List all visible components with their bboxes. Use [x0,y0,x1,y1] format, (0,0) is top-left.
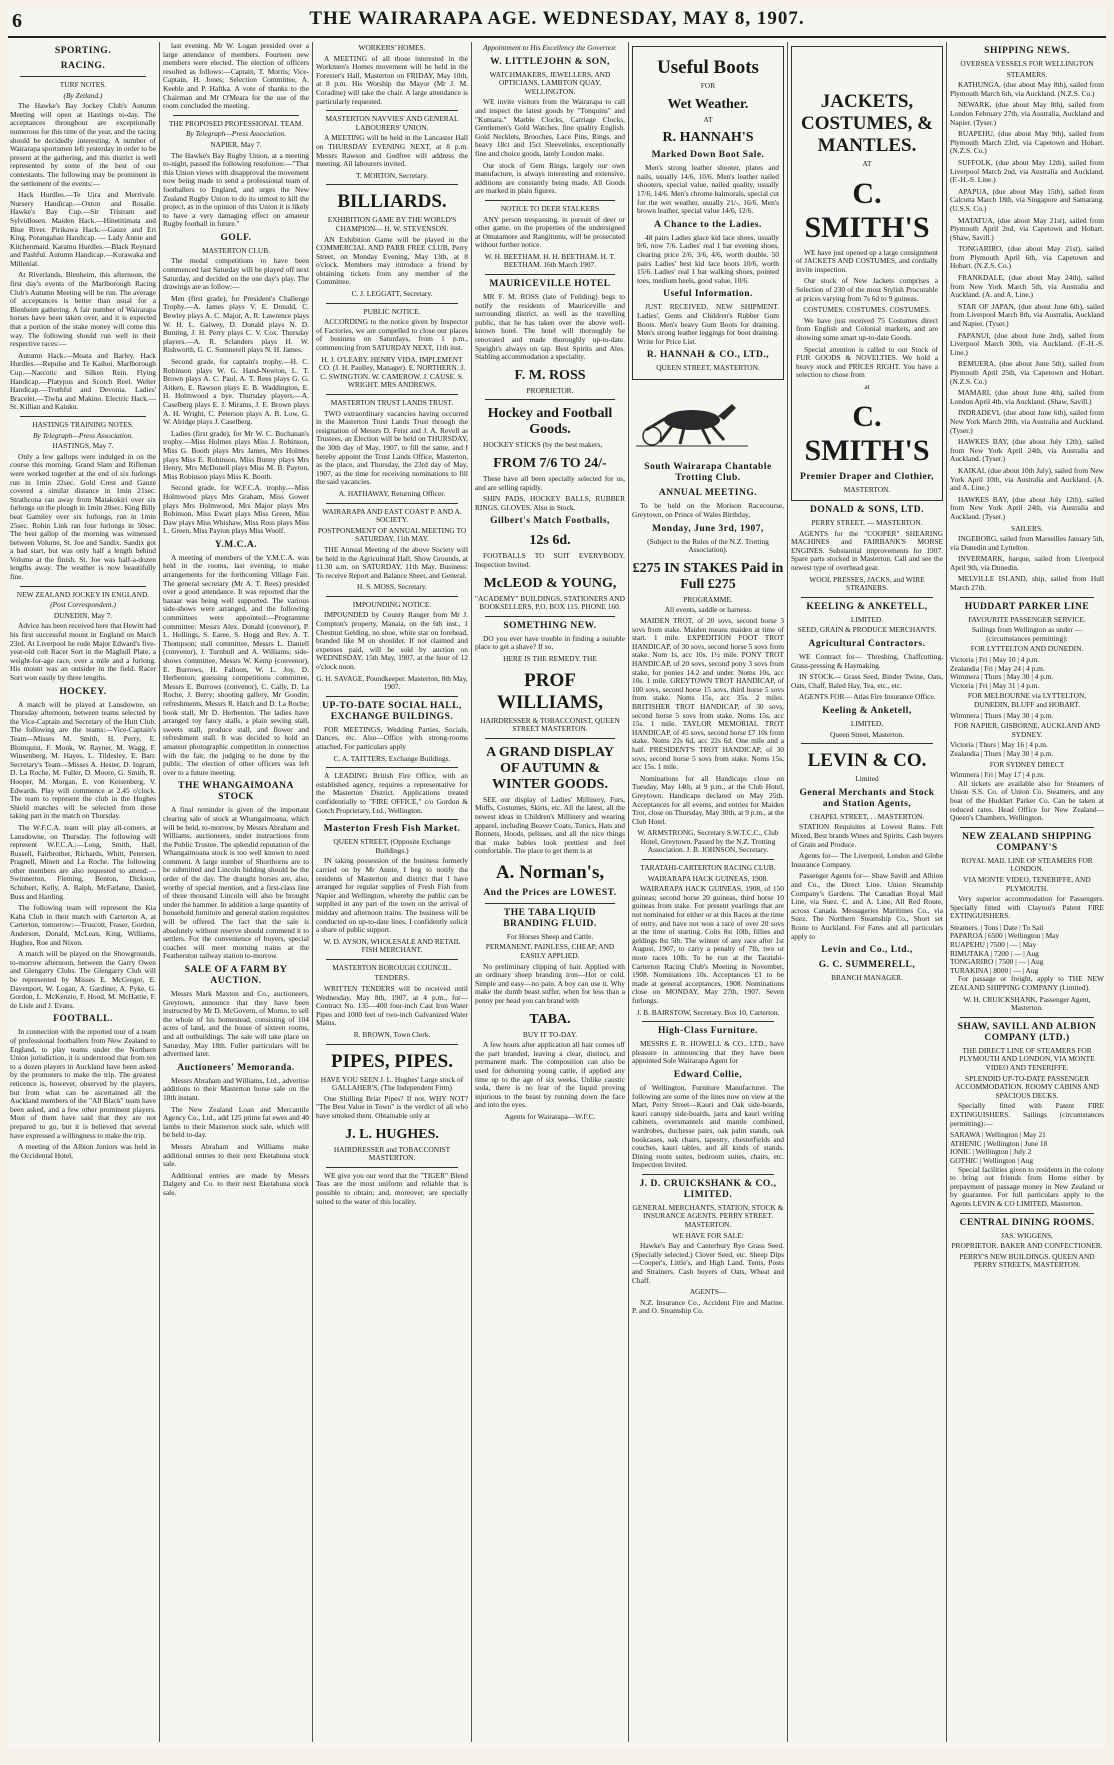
workers-homes-paragraph: A MEETING of all those interested in the Workmen's Homes movement will be held in the Forester's Hall, Masterton on FRIDAY, May 10th, at 8 p.m. His Worship the Mayor (Mr J. M. Coradine) will take the chair. A large attendance is particularly requested. [316,53,468,106]
tiger-tea-paragraph: WE give you our word that the "TIGER" Blend Teas are the most uniform and reliable that is possible to obtain; and, moreover, are specially suited to the water of this locality. [316,1170,468,1206]
trotting-date: Monday, June 3rd, 1907, [652,523,764,534]
column-2 [163,42,309,1742]
sailers-heading: SAILERS. [1011,523,1043,533]
huddart-route: FOR LYTTELTON AND DUNEDIN. [970,644,1084,654]
auctioneers-paragraph: Messrs Abraham and Williams, Ltd., advertise additions to their Masterton horse sale on the 18th instant. [163,1075,309,1102]
huddart-route: FOR NAPIER, GISBORNE, AUCKLAND AND SYDNEY. [954,721,1100,739]
ymca-paragraph: A meeting of members of the Y.M.C.A. was held in the rooms, last evening, to make arrangements for the forthcoming Village Fair. The general secretary (Mr A. T. Rees) presided over a good attendance. It was reported that the bazaar was being well supported. The various side-shows were arranged, and the following committees were appointed:—Programme committee: Messrs Alex. Donald (convenor), P. L. Hollings, S. Earee, S. Hogg and Rev. A. T. Thompson; stall committee, Messrs L. Daniell (convenor), J. Turnbull and A. Williams; side-shows committee, Messrs W. Kemp (convenor), E. Burrows, H. Falloon, W. L. Joy, D. Herbenton; guessing competitions committee, Messrs E. Burrows (convenor), C. Cally, D. La Roche, J. Berry; shooting gallery, Mr Goodin; refreshments, Messrs R. Hatch and D. La Roche; book stall, Mr D. Herbenton. The ladies have arranged toy fancy stalls, a plain sewing stall, sweets stall, produce stall, and flower and refreshment stall. It was decided to hold an amateur photographic competition in connection with the fair, the judging to be done by the public. The election of other officers was left over to a future meeting. [163,552,309,777]
levin-limited: Limited [855,774,879,784]
cruickshank-subheading: GENERAL MERCHANTS, STATION, STOCK & INSURANCE AGENTS. PERRY STREET. MASTERTON. [632,1202,784,1230]
deer-stalkers-paragraph: ANY person trespassing, in pursuit of deer or other game, on the properties of the undersigned at Omatamore and Rangitumu, will be prosecuted without further notice. [475,214,625,250]
fish-market-paragraph: IN taking possession of the business formerly carried on by Mr Annie, I beg to notify the residents of Masterton and district that I have arranged for regular supplies of Fresh Fish from Napier and Wellington, whereby the public can be supplied in any part of the town on the arrival of midday and afternoon trains. The business will be conducted on up-to-date lines. I confidently solicit a share of public support. [316,856,468,935]
trust-lands-signature: A. HATHAWAY, Returning Officer. [338,488,446,498]
levin-subheading: General Merchants and Stock and Station Agents, [799,787,935,809]
costumes-line: COSTUMES. COSTUMES. COSTUMES. [803,305,931,315]
column-4 [475,42,625,1742]
navvies-paragraph: A MEETING will be held in the Lancaster Hall on THURSDAY EVENING NEXT, at 8 p.m. Messrs Rawson and Godfree will address the meeting. All labourers invited. [316,133,468,169]
billiards-subheading: EXHIBITION GAME BY THE WORLD'S CHAMPION— H. W. STEVENSON. [327,215,457,233]
hastings-dateline: HASTINGS, May 7. [52,441,114,451]
trotting-rules: (Subject to the Rules of the N.Z. Trotting Association). [647,536,769,555]
cruickshank-agents-heading: AGENTS— [689,1287,727,1297]
huddart-route: FOR SYDNEY DIRECT [989,759,1065,769]
auctioneers-paragraph: The New Zealand Loan and Mercantile Agency Co., Ltd., add 125 prime fat ewes and 40 lambs to their Masterton stock sale, which will be held to-day. [163,1104,309,1140]
public-notice-heading: PUBLIC NOTICE. [363,306,421,316]
public-notice-signatures: H. J. O'LEARY. HENRY VIDA. IMPLEMENT CO. (J. H. Paulley, Manager). E. NORTHERN. J. C. SWINGTON. W. CAMEROW. J. CAUSE. S. WRIGHT. MRS ANDREWS. [318,354,466,390]
turf-paragraph: Hack Hurdles.—Te Uira and Merrivale. Nursery Handicap.—Oxton and Rosalie. Hawke's Bay Cup.—Sir Tristram and Sylvidlosen. Maiden Hack.—Hinetitimata and Blue River. Pirikawa Hack.—Gauze and Eri King. Porangahau Handicap. — Lady Annie and Kitchenmaid. Karamu Hurdles.—Black Reynard and Pashful. Autumn Handicap.—Kurawaka and Millenial. [10,190,156,268]
boots-for: FOR [700,81,716,90]
gilbert-paragraph: FOOTBALLS TO SUIT EVERYBODY. Inspection Invited. [475,551,625,569]
pro-team-paragraph: The Hawke's Bay Rugby Union, at a meeting to-night, passed the following resolution:—"That this Union views with disapproval the movement now being made to send a professional team of footballers to England, and urges the New Zealand Rugby Union to do its utmost to kill the project, as in the opinion of this Union it is likely to have a very damaging effect on amateur Rugby football in future." [163,150,309,229]
hockey-paragraph: A match will be played at Lansdowne, on Thursday afternoon, between teams selected by the Vice-Captain and Secretary of the Hutt Club. The following are the teams:—Vice-Captain's Team—Misses M. Smith, H. Perry, E. Blomquist, F. Monk, W. Rayner, M. Wagg, F. Winsenberg, M. Hayes, L. Tildesley, E. Barr. Secretary's Team—Misses A. Hester, D. Ingram, D. La Roche, M. Fuller, D. Moore, G. Smith, R. Hooper, M. Morgan, E. von Keisenberg, V. Edwards. Play will commence at 2.45 o'clock. The team to represent the club in the Hughes Shield matches will be selected from those taking part in the match on Thursday. [10,699,156,821]
summerell-title: BRANCH MANAGER. [831,973,903,983]
smith-paragraph: We have just received 75 Costumes direct from English and Colonial markets, and are showing some smart up-to-date Goods. [796,315,938,342]
boots-subheading: Wet Weather. [667,96,749,112]
shaw-savill-row: SARAWA | Wellington | May 21 [950,1130,1046,1140]
boots-at: AT [703,114,713,124]
taba-paragraph: A few hours after application all hair comes off the part branded, leaving a clear, distinct, and permanent mark. The composition can also be used for dehorning young cattle, if applied any time up to the age of six weeks. Unlike caustic soda, there is no fear of the liquid proving injurious to the beast by running down the face and into the eyes. [475,1040,625,1110]
jockey-paragraph: Advice has been received here that Hewitt had his first successful mount in England on March 23rd. At Liverpool he rode Major Edward's five-year-old colt Racer Sort in the Maghull Plate, a weight-for-age race, over a mile and a furlong. His mount was an outsider in the field. Racer Sort won easily by three lengths. [10,621,156,682]
nzs-row: RUAPEHU | 7500 | — | May [950,940,1037,950]
keeling-second-heading: Keeling & Anketell, [822,706,912,716]
ship-entry: MATATUA, (due about May 21st), sailed from Plymouth April 2nd, via Capetown and Hobart. (Shaw, Savill.) [950,215,1104,242]
nzs-table-header: Steamers. | Tons | Date | To Sail [950,922,1044,932]
furniture-paragraph: MESSRS E. R. HOWELL & CO., LTD., have pleasure in announcing that they have been appointed Sole Wairarapa Agent for [632,1039,784,1066]
pro-team-heading: THE PROPOSED PROFESSIONAL TEAM. [168,118,304,128]
billiards-heading: BILLIARDS. [337,191,447,213]
remedy-line: HERE IS THE REMEDY. THE [503,653,597,663]
nzs-row: TONGARIRO | 7500 | — | Aug [950,957,1044,967]
taba-heading: THE TABA LIQUID BRANDING FLUID. [503,907,597,929]
dining-rooms-subheading: PROPRIETOR. BAKER AND CONFECTIONER. [951,1241,1103,1251]
programme-heading: PROGRAMME. [683,594,733,604]
pastoral-signature: H. S. MOSS, Secretary. [357,582,427,592]
huddart-row: Wimmera | Fri | May 17 | 4 p.m. [950,770,1045,780]
prof-williams-heading: PROF WILLIAMS, [496,669,604,713]
hastings-byline: By Telegraph—Press Association. [32,430,134,440]
jockey-dateline: DUNEDIN, May 7. [53,610,113,620]
newspaper-page [8,8,1106,1749]
smith-at: at [864,381,870,391]
taratahi-paragraph: WAIRARAPA HACK GUINEAS, 1908, of 150 guineas; second horse 20 guineas, third horse 10 guineas from stake. For present yearlings that are not nominated for either or at this Races at the time of entry, and have not won a race of over 20 sovs at the time of starting. Colts 8st 10lb, fillies and geldings 8st 5lb. The winner of any race after 1st August, 1907, to carry a penalty of 7lb, two or more races 10lb. To be run at the Taratahi-Carterton Racing Club's Meeting in November, 1908. Nominations 10s. Acceptances £1 to be made at general acceptances, 1908. Nominations close on MONDAY, May 27th, 1907. Seven furlongs. [632,884,784,1005]
billiards-paragraph: AN Exhibition Game will be played in the COMMERCIAL AND PARR FREE CLUB, Perry Street, on Monday Evening, May 13th, at 8 o'clock. Members may introduce a friend by obtaining tickets from any member of the Committee. [316,234,468,287]
furniture-paragraph: of Wellington, Furniture Manufacturer. The following are some of the lines now on view at the Mart, Perry Street—Kauri and Oak side-boards, kauri canopy side-boards, jarra and kauri writing cabinets, oversmantels and mantle combined, wardrobes, duchesse pairs, oak palm stands, oak bookcases, oak chairs, tapestry, chesterfields and couches, kauri tables, and all kinds of stands. Dining room suites, bedroom suites, chairs, etc. Inspection Invited. [632,1082,784,1170]
ship-entry: MAMARI, (due about June 4th), sailed from London April 4th, via Auckland. (Shaw, Savill.) [950,388,1104,406]
levin-paragraph: Agents for— The Liverpool, London and Globe Insurance Company. [791,851,943,869]
trust-lands-paragraph: TWO extraordinary vacancies having occurred in the Masterton Trust Lands Trust through the resignation of Messrs D. Feist and J. A. Revell as Trustees, an Election will be held on THURSDAY, the 30th day of May, 1907, to fill the same, and I hereby appoint the Trust Lands Office, Masterton, as the place, and Thursday, the 23rd day of May, 1907, as the time for receiving nominations to fill the said vacancies. [316,408,468,487]
shaw-savill-paragraph: Specially fitted with Patent FIRE EXTINGUISHERS. Sailings (circumstances permitting):— [950,1101,1104,1128]
football-paragraph: In connection with the reported tour of a team of professional footballers from New Zealand to England, to play teams under the Northern Union jurisdiction, it is understood that from ten to a dozen players in Auckland have been asked by the promoters to make the trip. The greatest reticence is, however, observed by the players, but from what can be ascertained all the Auckland members of the "All Black" team have been asked, and a few other prominent players. Most of them have said that they are not prepared to go, but it is believed that several have expressed a willingness to make the trip. [10,1027,156,1140]
pipes-heading: PIPES, PIPES. [331,1050,453,1072]
ship-entry: NEWARK, (due about May 8th), sailed from London February 27th, via Australia, Auckland and Napier. (Tyser.) [950,100,1104,127]
jockey-heading: NEW ZEALAND JOCKEY IN ENGLAND. [16,589,150,599]
column-7 [950,42,1104,1742]
smith-paragraph: Our stock of New Jackets comprises a Selection of 230 of the most Stylish Procurable at prices varying from 7s 6d to 9 guineas. [796,276,938,303]
ross-title: PROPRIETOR. [526,385,574,395]
newspaper-title: THE WAIRARAPA AGE. WEDNESDAY, MAY 8, 1907. [309,8,805,29]
boots-heading: Useful Boots [657,57,759,78]
norman-heading: A. Norman's, [495,861,605,883]
gilbert-heading: Gilbert's Match Footballs, [490,516,610,527]
appointment-line: Appointment to His Excellency the Governor. [483,43,617,52]
smith-jackets-ad [791,46,943,501]
impounding-signature: G. H. SAVAGE, Poundkeeper. Masterton, 8th May, 1907. [316,673,468,692]
huddart-row: Victoria | Thurs | May 16 | 4 p.m. [950,740,1048,750]
hockey-heading: HOCKEY. [59,686,107,697]
smith-paragraph: Special attention is called to our Stock of FUR GOODS & NOVELTIES. We hold a heavy stock and PRICES RIGHT. You have a selection to chose from [796,344,938,380]
littlejohn-paragraph: Our stock of Gem Rings, largely our own manufacture, is always interesting and extensive, additions are constantly being made. All Goods are marked in plain figures. [475,160,625,196]
shaw-savill-row: GOTHIC | Wellington | Aug [950,1155,1034,1165]
levin-paragraph: Passenger Agents for— Shaw Savill and Albion and Co., the Direct Line. Union Steamship Company's Gardens. The Canadian Royal Mail Line, via Suez. C. and A. Line, All Red Route, across Canada. Messageries Maritimes Co., via Suez. The Northern Steamship Co., Short set Route to Auckland. For Fares and all particulars apply to [791,871,943,941]
pastoral-subheading: POSTPONEMENT OF ANNUAL MEETING TO SATURDAY, 11th MAY. [317,525,467,544]
hannah-co-address: QUEEN STREET, MASTERTON. [656,363,760,373]
albion-paragraph: last evening. Mr W. Logan presided over a large attendance of members. Fourteen new members were elected. The election of officers resulted as follows:—Captain, T. Morris; Vice-Captain, H. Jones; Selection Committee, A. Keeble and P. Haftka. A vote of thanks to the Chairman and Mr O'Meara for the use of the room concluded the meeting. [163,42,309,111]
golf-heading: GOLF. [220,232,252,243]
boots-paragraph: Men's strong leather shooter, plates and nails, usually 14/6, 10/6. Men's leather nailed shooters, special value, nailed quality, usually 17/6, 14/6. Men's chrome balmorals, special cut for the wet weather, usually 21/-, 16/6. Men's brown leather, special value 14/6, 12/6. [637,163,779,216]
cruickshank-heading: J. D. CRUICKSHANK & CO., LIMITED. [639,1178,777,1200]
masthead [8,8,1106,38]
nzs-paragraph: Very superior accommodation for Passengers. Specially fitted with Clayton's Patent FIRE EXTINGUISHERS. [950,894,1104,921]
column-3 [316,42,468,1742]
ship-entry: SUFFOLK, (due about May 12th), sailed from Liverpool March 2nd, via Australia and Auckland. (F.-H.-S. Line.) [950,157,1104,185]
gilbert-price: 12s 6d. [529,533,571,549]
hockey-paragraph: The following team will represent the Kia Kaha Club in their match with Carterton A, at Carterton, tomorrow:—Truscott, Fraser, Gordon, Anderson, Donald, McLean, King, Williams, Hughes, Roe and Nixon. [10,903,156,947]
mauriceville-heading: MAURICEVILLE HOTEL [489,279,611,290]
borough-council-subheading: TENDERS. [374,973,410,983]
sailer-entry: INVERMARK, barque, sailed from Liverpool April 9th, via Dunedin. [950,554,1104,572]
shaw-savill-paragraph: Special facilities given to residents in the colony to bring out friends from Home either by prepayment of passage money in New Zealand or by guarantee. For full particulars apply to the Agents LEVIN & CO LIMITED, Masterton. [950,1164,1104,1208]
donald-products: WOOL PRESSES, JACKS, and WIRE STRAINERS. [809,574,925,593]
smith-paragraph: WE have just opened up a large consignment of JACKETS AND COSTUMES, and cordially invite inspection. [796,247,938,274]
column-1 [10,42,156,1742]
borough-council-paragraph: WRITTEN TENDERS will be received until Wednesday, May 8th, 1907, at 4 p.m., for— Contract No. 135—400 four-inch Cast Iron Water Pipes and 1000 feet of two-inch Galvanized Water Mains. [316,984,468,1028]
hockey-price: FROM 7/6 TO 24/- [493,456,607,471]
hannah-name: R. HANNAH'S [662,130,754,146]
social-hall-heading: UP-TO-DATE SOCIAL HALL, EXCHANGE BUILDINGS. [322,700,462,722]
levin-paragraph: STATION Requisites at Lowest Rates. Felt Mixed, Best brands Wines and Spirits. Cash buyers of Grain and Produce. [791,822,943,849]
littlejohn-paragraph: WE invite visitors from the Wairarapa to call and inspect the latest goods by "Tonquins" and "Kumara." Marble Clocks, Carriage Clocks, Gentlemen's Gold Watches, fine quality English. Gold Necklets, Brooches, Lace Pins, Rings, and heavy 18ct and 15ct Sleevelinks, exceptionally fine and choice goods, lately London make. [475,97,625,158]
deer-stalkers-signature: W. H. BEETHAM. H. H. BEETHAM. H. T. BEETHAM. 16th March 1907. [484,251,616,270]
trotting-horse-illustration [632,390,752,450]
racing-heading: RACING. [60,61,106,71]
boots-paragraph: JUST RECEIVED, NEW SHIPMENT. Ladies', Gents and Children's Rubber Gum Boots. Men's heavy Gum Boots for draining. Men's strong leather leggings for boot draining. Write for Price List. [637,302,779,346]
taratahi-subheading: WAIRARAPA HACK GUINEAS, 1908. [647,873,769,883]
taba-buy-line: BUY IT TO-DAY. [522,1029,578,1039]
ship-entry: APAPUA, (due about May 15th), sailed from Calcutta March 18th, via Singapore and Samarang. (U.S.S. Co.) [950,186,1104,213]
huddart-row: Victoria | Fri | May 10 | 4 p.m. [950,655,1040,665]
mcleod-heading: McLEOD & YOUNG, [483,575,617,591]
auctioneers-heading: Auctioneers' Memoranda. [177,1062,295,1073]
donald-heading: DONALD & SONS, LTD. [810,505,924,516]
huddart-row: Zealandia | Fri | May 24 | 4 p.m. [950,663,1045,673]
pro-team-byline: By Telegraph—Press Association. [185,129,287,139]
ship-entry: STAR OF JAPAN, (due about June 6th), sailed from Liverpool March 8th, via Australia, Auckland and Napier. (Tyser.) [950,301,1104,329]
levin-second-heading: Levin and Co., Ltd., [821,945,913,956]
furniture-heading: High-Class Furniture. [657,1026,759,1037]
fish-market-heading: Masterton Fresh Fish Market. [323,824,461,835]
navvies-heading: MASTERTON NAVVIES' AND GENERAL LABOURERS' UNION. [325,114,459,132]
impounding-heading: IMPOUNDING NOTICE. [352,599,432,609]
huddart-intro: Sailings from Wellington as under — (circumstances permitting): [971,625,1083,643]
fish-market-signature: W. D. AYSON, WHOLESALE AND RETAIL FISH MERCHANT. [323,936,461,955]
ship-entry: KAIKAI, (due about 10th July), sailed from New York April 10th, via Australia and Auckland. (A. and A. Line.) [950,465,1104,493]
auctioneers-paragraph: Messrs Abraham and Williams make additional entries to their next Eketahuna stock sale. [163,1141,309,1169]
jackets-heading: JACKETS, COSTUMES, & MANTLES. [801,91,933,156]
shaw-savill-subheading: THE DIRECT LINE OF STEAMERS FOR PLYMOUTH AND LONDON, VIA MONTE VIDEO AND TENERIFFE. [959,1045,1095,1072]
boots-sale-line: Marked Down Boot Sale. [651,150,765,161]
ship-entry: KATHUNGA, (due about May 8th), sailed from Plymouth March 6th, via Auckland. (N.Z.S. Co.) [950,80,1104,98]
smith-heading: C. SMITH'S [804,176,930,244]
trotting-signature: W. ARMSTRONG, Secretary S.W.T.C.C., Club Hotel, Greytown. Passed by the N.Z. Trotting Association. J. B. JOHNSON, Secretary. [637,828,779,855]
borough-council-signature: R. BROWN, Town Clerk. [353,1030,431,1040]
agricultural-paragraph: WE Contract for— Threshing, Chaffcutting, Grass-pressing & Haymaking. [791,652,943,670]
littlejohn-subheading: WATCHMAKERS, JEWELLERS, AND OPTICIANS, LAMBTON QUAY, WELLINGTON. [489,69,611,96]
pipes-paragraph: One Shilling Briar Pipes? If not, WHY NOT? "The Best Value in Town" is the verdict of all who have smoked them. Obtainable only at [316,1093,468,1120]
littlejohn-heading: W. LITTLEJOHN & SON, [490,56,610,67]
golf-paragraph: Second grade, for W.F.C.A. trophy.—Miss Holmwood plays Mrs Graham, Miss Gower plays Mrs Holmwood, Mrs Major plays Mrs Robinson, Miss Ewart plays Miss Green, Miss Daw plays Miss Whishaw, Miss Ross plays Miss L. Green, Miss Payton plays Miss Woolf. [163,483,309,536]
agricultural-paragraph: IN STOCK— Grass Seed, Binder Twine, Oats, Oats, Chaff, Baled Hay, Tea, etc., etc. [791,672,943,690]
collie-name: Edward Collie, [673,1069,743,1080]
smith-second-heading: C. SMITH'S [804,399,930,467]
keeling-second-limited: LIMITED, [850,719,884,728]
hockey-paragraph: SHIN PADS, HOCKEY BALLS, RUBBER RINGS, GLOVES. Also in Stock. [475,494,625,512]
taba-tagline: PERMANENT, PAINLESS, CHEAP, AND EASILY APPLIED. [485,942,615,961]
social-hall-signature: C. A. TAITTERS, Exchange Buildings. [333,753,451,763]
masterton-club-heading: MASTERTON CLUB. [202,245,270,255]
football-heading: FOOTBALL. [53,1014,113,1025]
column-6 [791,42,943,1742]
jackets-at: AT [862,159,872,168]
ymca-heading: Y.M.C.A. [214,539,258,550]
annual-meeting-heading: ANNUAL MEETING. [658,488,758,499]
levin-location: CHAPEL STREET, . . MASTERTON. [809,811,925,821]
nzs-subheading: ROYAL MAIL LINE OF STEAMERS FOR LONDON. [961,855,1093,874]
nzs-signature: W. H. CRUICKSHANK, Passenger Agent, Masterton. [963,994,1091,1013]
hastings-heading: HASTINGS TRAINING NOTES. [32,419,134,429]
donald-subheading: PERRY STREET, — MASTERTON. [811,518,923,528]
shipping-heading: SHIPPING NEWS. [984,46,1070,56]
turf-byline: (By Zetland.) [63,90,103,100]
billiards-signature: C. J. LEGGATT, Secretary. [351,289,433,299]
prof-williams-subheading: HAIRDRESSER & TOBACCONIST, QUEEN STREET MASTERTON. [480,715,620,734]
ladies-heading: A Chance to the Ladies. [654,219,762,230]
levin-heading: LEVIN & CO. [807,750,927,772]
huddart-paragraph: All tickets are available also for Steamers of Union S.S. Co. of Union Co. Steamers, and any boat of the Huddart Parker Co. Can be taken at reduced rates. Head Office for New Zealand—Queen's Chambers, Wellington. [950,778,1104,823]
sporting-heading: SPORTING. [54,46,112,56]
ship-entry: TONGARIRO, (due about May 21st), sailed from Plymouth April 6th, via Capetown and Hobart. (N.Z.S. Co.) [950,244,1104,271]
hockey-paragraph: The W.F.C.A. team will play all-comers, at Lansdowne, on Thursday. The following will represent W.F.C.A.:—Long, Smith, Hall, Russell, Fairbrother, Richards, Whitt, Petersen, Pragnell, Minett and La Roche. The following other members are also requested to attend:—Swinnerton, Fleming, Benton, Dickson, Schubert, Kelly, A. Ralph, McFarlane, Daniel, Buss and Harding. [10,822,156,901]
workers-homes-heading: WORKERS' HOMES. [358,43,426,52]
trotting-paragraph: To be held on the Morison Racecourse, Greytown, on Prince of Wales Birthday, [632,501,784,520]
dining-rooms-address: PERRY'S NEW BUILDINGS. QUEEN AND PERRY STREETS, MASTERTON. [959,1251,1095,1270]
huddart-row: Victoria | Fri | May 31 | 4 p.m. [950,680,1040,690]
football-paragraph: A meeting of the Albion Juniors was held in the Occidental Hotel, [10,1142,156,1160]
programme-paragraph: Nominations for all Handicaps close on Tuesday, May 14th, at 9 p.m., at the Club Hotel, Greytown. Handicaps declared on May 25th. Acceptances for all events, and entries for Maiden Trot, close on Thursday, May 30th, at 9 p.m., at the Club Hotel. [632,773,784,826]
trotting-club-heading: South Wairarapa Chantable Trotting Club. [644,462,772,484]
programme-paragraph: MAIDEN TROT, of 20 sovs, second horse 3 sovs from stake. Maiden means maiden at time of start. 1 mile. EXPEDITION FOOT TROT HANDICAP, of 30 sovs, second horse 5 sovs from stake. Nom 1s, acc 10s. 1½ mile. PONY TROT HANDICAP, of 20 sovs, second pony 3 sovs from stake, for ponies 14.2 and under. Noms 10s, acc 10s. 1 mile. GREYTOWN TROT HANDICAP, of 100 sovs, second horse 15 sovs, third horse 5 sovs from stake. Noms 15s, acc 35s. 2 miles. BRITISHER TROT HANDICAP, of 30 sovs, second horse 5 sovs from stake. Noms 15s, acc 15s. 1 mile. TAYLOR MEMORIAL TROT HANDICAP, of 45 sovs, second horse £7 10s from stake. Noms 22s 6d, acc 22s 6d. One mile and a half. PRESIDENT'S TROT HANDICAP, of 30 sovs, second horse 5 sovs from stake. Noms 15s, acc 15s. 1 mile. [632,616,784,772]
huddart-row: Wimmera | Thurs | May 30 | 4 p.m. [950,672,1054,682]
whangaimoana-heading: THE WHANGAIMOANA STOCK [178,781,294,803]
hannah-boots-ad [632,46,784,380]
hughes-name: J. L. HUGHES. [345,1126,439,1142]
something-new-paragraph: DO you ever have trouble in finding a suitable place to get a shave? If so, [475,633,625,652]
something-new-heading: SOMETHING NEW. [503,620,597,631]
turf-paragraph: The Hawke's Bay Jockey Club's Autumn Meeting will open at Hastings to-day. The acceptances throughout are exceptionally numerous for this time of the year, and the racing should be decidedly interesting. A number of Wairarapa sportsmen left yesterday in order to be present at the gathering, and this district is well represented by some of the best of our contestants. The following may be prominent in the settlement of the events:— [10,101,156,188]
programme-note: All events, saddle or harness. [664,605,752,615]
ship-entry: HAWKES BAY, (due about July 12th), sailed from New York April 24th, via Australia and Auckland. (Tyser.) [950,494,1104,521]
turf-paragraph: At Riverlands, Blenheim, this afternoon, the first day's events of the Marlborough Racing Club's Autumn Meeting will be run. The average of acceptances is better than usual for a Blenheim gathering. A fair number of Wairarapa horses have been taken over, and it is expected that a portion of the stake money will come this way. The following should run well in their respective races:— [10,270,156,349]
smith-second-subheading: Premier Draper and Clothier, [800,471,934,482]
cruickshank-paragraph: Hawke's Bay and Canterbury Rye Grass Seed. (Specially selected.) Clover Seed, etc. Sheep Dips—Cooper's, Little's, and High Land. Tents, Posts and Strainers. Cash buyers of Oats, Wheat and Chaff. [632,1241,784,1285]
keeling-heading: KEELING & ANKETELL, [806,601,928,612]
navvies-signature: T. MORTON, Secretary. [355,170,429,180]
huddart-route: FOR MELBOURNE via LYTTELTON, DUNEDIN, BLUFF and HOBART. [967,691,1087,709]
steamers-heading: STEAMERS. [1006,69,1048,79]
impounding-paragraph: IMPOUNDED by County Ranger from Mr J. Compton's property, Manaia, on the 6th inst., 1 Chestnut Gelding, no shoe, white star on forehead, branded like M on shoulder. If not claimed and expenses paid, will be sold by auction on WEDNESDAY, 15th May, 1907, at the hour of 12 o'clock noon. [316,610,468,672]
keeling-second-location: Queen Street, Masterton. [830,729,904,739]
pastoral-heading: WAIRARAPA AND EAST COAST P. AND A. SOCIETY. [322,506,462,525]
farm-sale-paragraph: Messrs Mark Maxton and Co., auctioneers, Greytown, announce that they have been instructed by Mr D. McGovern, of Morno, to sell the whole of his homestead, consisting of 104 acres of land, and the house of sixteen rooms, and all outbuildings. The sale will take place on Saturday, May 18th. Fuller particulars will be advertised later. [163,989,309,1059]
huddart-subheading: FAVOURITE PASSENGER SERVICE. [968,614,1086,624]
norman-subheading: And the Prices are LOWEST. [483,887,617,898]
taba-agents: Agents for Wairarapa—W.F.C. [504,1111,596,1121]
ship-entry: FRANKDALE, (due about May 24th), sailed from New York March 5th, via Australia and Auckland. (A. and A. Line.) [950,273,1104,300]
hockey-paragraph: These have all been specially selected for us, and are selling rapidly. [475,474,625,492]
deer-stalkers-heading: NOTICE TO DEER STALKERS [500,203,600,213]
nzs-row: TURAKINA | 8000 | — | Aug [950,965,1039,975]
summerell-heading: G. C. SUMMERELL, [818,960,916,971]
nzs-row: RIMUTAKA | 7200 | — | Aug [950,948,1039,958]
trust-lands-heading: MASTERTON TRUST LANDS TRUST. [330,398,454,407]
dining-rooms-heading: CENTRAL DINING ROOMS. [959,1217,1095,1228]
mcleod-subheading: "ACADEMY" BUILDINGS, STATIONERS AND BOOKSELLERS, P.O. BOX 115. PHONE 160. [475,593,625,612]
taba-name: TABA. [529,1011,571,1027]
pro-team-dateline: NAPIER, May 7. [210,139,262,149]
public-notice-paragraph: ACCORDING to the notice given by Inspector of Factories, we are compelled to close our places of business on Saturdays, from 1 p.m., commencing from SATURDAY NEXT, 11th inst. [316,317,468,353]
borough-council-heading: MASTERTON BOROUGH COUNCIL. [332,962,452,972]
taratahi-heading: TARATAHI-CARTERTON RACING CLUB. [640,863,776,873]
golf-paragraph: Second grade, for captain's trophy.—H. C. Robinson plays W. G. Hand-Newton, L. T. Brown plays A. C. Paul, A. T. Rees plays G. G. Aitken, E. Rawson plays E. B. Waddington, E. H. Holmwood a bye. Thursday players.—A. Caselberg plays E. J. Mirams, J. E. Brown plays A. H. Wright, C. Peterson plays A. B. Low, G. W. Alridge plays J. Caselberg. [163,357,309,427]
fish-market-subheading: QUEEN STREET, (Opposite Exchange Buildings.) [333,837,451,855]
nzs-heading: NEW ZEALAND SHIPPING COMPANY'S [962,831,1092,853]
huddart-row: Wimmera | Thurs | May 30 | 4 p.m. [950,710,1054,720]
shaw-savill-row: IONIC | Wellington | July 2 [950,1147,1032,1157]
sailer-entry: INGEBORG, sailed from Marseilles January 5th, via Dunedin and Lyttelton. [950,534,1104,552]
hughes-signature: HAIRDRESSER and TOBACCONIST MASTERTON. [333,1144,451,1163]
ship-entry: RUAPEHU, (due about May 9th), sailed from Plymouth March 23rd, via Capetown and Hobart. (N.Z.S. Co.) [950,129,1104,156]
pipes-subheading: HAVE YOU SEEN J. L. Hughes' Large stock of GALLAHER'S, (The Independent Firm) [320,1074,464,1093]
huddart-row: Zealandia | Thurs | May 30 | 4 p.m. [950,748,1054,758]
nzs-row: PAPAROA | 6500 | Wellington | May [950,931,1060,941]
hannah-co-heading: R. HANNAH & CO., LTD., [646,350,770,361]
agricultural-heading: Agricultural Contractors. [808,639,926,650]
ross-name: F. M. ROSS [514,367,586,383]
turf-paragraph: Autumn Hack.—Moata and Barley. Hack Hurdles.—Repulse and Te Kaihoi. Marlborough Cup.—Narcotic and Silken Rein. Flying Handicap.—Platypus and Scotch Reel. Welter Handicap.—Truthful and Devonia. Ladies' Bracelet.—Tiwha and Makino. Electric Hack.—St. Killian and Kaiuku. [10,350,156,412]
shaw-savill-accommodation: SPLENDID UP-TO-DATE PASSENGER ACCOMMODATION. ROOMY CABINS AND SPACIOUS DECKS. [955,1073,1099,1100]
mauriceville-paragraph: MR F. M. ROSS (late of Feilding) begs to notify the residents of Mauriceville and surrounding district, as well as the travelling public, that he has taken over the above well-known hotel. The hotel will thoroughly be renovated and made thoroughly up-to-date. Speight's always on tap. Best Spirits and Ales. Stabling accommodation a speciality. [475,292,625,362]
fire-office-paragraph: A LEADING British Fire Office, with an established agency, requires a representative for the Masterton District. Applications treated confidentially to "FIRE OFFICE," c/o Gordon & Gotch Proprietary, Ltd., Wellington. [316,771,468,815]
agricultural-paragraph: AGENTS FOR— Atlas Fire Insurance Office. [799,692,936,702]
nzs-paragraph: For passage or freight, apply to THE NEW ZEALAND SHIPPING COMPANY (Limited). [950,974,1104,993]
pastoral-paragraph: THE Annual Meeting of the above Society will be held in the Agricultural Hall, Show Grounds, at 11.30 a.m. on SATURDAY, 11th May. Business: To receive Report and Balance Sheet, and General. [316,544,468,580]
farm-sale-heading: SALE OF A FARM BY AUCTION. [184,965,288,986]
auctioneers-paragraph: Additional entries are made by Messrs Dalgety and Co. to their next Eketahuna stock sale. [163,1170,309,1197]
cruickshank-paragraph: N.Z. Insurance Co., Accident Fire and Marine. P. and O. Steamship Co. [632,1297,784,1316]
golf-paragraph: The medal competitions to have been commenced last Saturday will be played off next Saturday, and decided on the one day's play. The drawings are as follow:— [163,256,309,292]
shipping-subheading: OVERSEA VESSELS FOR WELLINGTON [960,59,1094,68]
hockey-football-heading: Hockey and Football Goods. [487,406,613,438]
keeling-description: SEED, GRAIN & PRODUCE MERCHANTS. [797,625,937,635]
ship-entry: REMUERA, (due about June 5th), sailed from Plymouth April 25th, via Capetown and Hobart. (N.Z.S. Co.) [950,359,1104,386]
boots-paragraph: 48 pairs Ladies glace kid lace shoes, usually 9/6, now 7/6. Ladies' real 1 bar evening shoes, clearing price 2/6, 3/6, 4/6, worth double. 50 pairs Ladies' best kid lace boots 10/6, worth 15/6. Ladies' real 1 bar walking shoes, pointed toes, medium heels, good value, 10/6. [637,232,779,285]
ship-entry: HAWKES BAY, (due about July 12th), sailed from New York April 24th, via Australia and Auckland. (Tyser.) [950,437,1104,464]
grand-display-heading: A GRAND DISPLAY OF AUTUMN & WINTER GOODS. [486,744,614,792]
useful-info-heading: Useful Information. [663,289,753,300]
shaw-savill-heading: SHAW, SAVILL AND ALBION COMPANY (LTD.) [957,1021,1097,1043]
trotting-stakes: £275 IN STAKES Paid in Full £275 [632,560,784,592]
page-number: 6 [12,10,22,32]
column-5 [632,42,784,1742]
hockey-paragraph: A match will be played on the Showgrounds, to-morrow afternoon, between the Garry Owen and Glengarry Clubs. The Glengarry Club will be represented by Misses E. McGregor, E. Davenport, W. Logan, A. Gardiner, A. Pyke, G. Gordon, L. McKenzie, F. Hood, M. McHattie, F. de Lisle and J. Evans. [10,949,156,1010]
sailer-entry: MELVILLE ISLAND, ship, sailed from Hull March 27th. [950,574,1104,593]
hockey-sticks-paragraph: HOCKEY STICKS (by the best makers, [483,440,603,450]
shaw-savill-row: ATHENIC | Wellington | June 18 [950,1138,1048,1148]
smith-location: MASTERTON. [843,484,891,494]
ship-entry: INDRADEVI, (due about June 6th), sailed from New York March 20th, via Australia and Auckland. (Tyser.) [950,408,1104,435]
golf-paragraph: Ladies (first grade), for Mr W. C. Buchanan's trophy.—Miss Holmes plays Miss J. Robinson, Miss G. Booth plays Mrs James, Mrs Holmes plays Miss E. Robinson, Miss Bunny plays Mrs Henry, Mrs McDonell plays Miss M. B. Payton, Miss Robinson plays Miss K. Booth. [163,428,309,481]
grand-display-paragraph: SEE our display of Ladies' Millinery, Furs, Muffs, Costumes, Skirts, etc. All the latest, all the newest ideas in Children's Millinery and wearing apparel, including Beaver Coats, Tunics, Hats and Bonnets, Hoods, pelisses, and all the nice things that make babies look prettiest and feel comfortable. The place to get them is at [475,794,625,856]
taratahi-signature: J. B. BAIRSTOW, Secretary. Box 10, Carterton. [636,1007,780,1017]
whangaimoana-paragraph: A final reminder is given of the important clearing sale of stock at Whangaimoana, which will be held, to-morrow, by Messrs Abraham and Williams, auctioneers, under instructions from the Public Trustee. The splendid reputation of the Whangaimoana stock is too well known to need comment. A large number of Shorthorns are to be submitted and Lincoln bidding should be the order of the day. The draught horses are, also, worthy of special mention, and a first-class line of three thousand Lincoln will also be brought under the hammer. In addition a large quantity of household furniture and general station requisites will be offered. The fact that the sale is absolutely without reserve should commend it to settlers. For the convenience of buyers, special coaches will meet morning trains at the Featherston railway station to-morrow. [163,805,309,961]
huddart-heading: HUDDART PARKER LINE [964,601,1090,612]
cruickshank-sale-line: WE HAVE FOR SALE: [672,1230,744,1240]
dining-rooms-name: JAS. WIGGENS, [1001,1230,1053,1240]
hastings-paragraph: Only a few gallops were indulged in on the course this morning. Grand Slam and Rifleman were worked together at the end of six furlongs run in 1min 22sec. Gold Crest and Gauze covered a similar distance in 1min 21sec. Strathcona ran away from Matakokiri over six furlongs on the plough in 1min 20sec. King Billy beat Gamiley over six furlongs, run in 1min 25sec. Robin Link ran four furlongs in 50sec. The best gallop of the morning was witnessed between Volume, St. Joe and Sandix. Sandix got a bad start, but was only half a length behind Volume at the finish. St. Joe was half-a-dozen lengths away. The weather is now beautifully fine. [10,451,156,582]
keeling-limited: LIMITED. [850,614,884,624]
jockey-byline: (Post Correspondent.) [50,600,116,610]
nzs-route: VIA MONTE VIDEO, TENERIFFE, AND PLYMOUTH. [963,874,1091,893]
golf-paragraph: Men (first grade), for President's Challenge Trophy.—A. James plays V. E. Donald, C. Bewley plays A. C. Major, A. R. Lawrence plays W. H. L. Galwey, D. Donald plays N. D. Bunting, J. H. Perry plays C. V. Cox. Thursday players.—A. R. Sclanders plays H. W. Rishworth, G. C. Sumnerell plays N. H. James. [163,293,309,355]
turf-notes-heading: TURF NOTES. [59,80,107,89]
taba-side-note: For Horses Sheep and Cattle. [506,931,594,941]
donald-paragraph: AGENTS for the "COOPER" SHEARING MACHINES and FAIRBANK'S MORSE ENGINES. Substantial improvements for 1907. Spare parts stocked in Masterton. Call and see the newest type of overhead gear. [791,528,943,573]
social-hall-paragraph: FOR MEETINGS, Wedding Parties, Socials, Dances, etc. Also—Office with strong-rooms attached. For particulars apply [316,724,468,751]
ship-entry: PAPANUI, (due about June 2nd), sailed from Liverpool March 30th, via Auckland. (F.-H.-S. Line.) [950,330,1104,357]
taba-paragraph: No preliminary clipping of hair. Applied with an ordinary sheep branding iron—Hot or cold. Simple and easy—no pain. A boy can use it. Why make the dumb beast suffer, when for less than a penny per head you can brand with [475,961,625,1006]
